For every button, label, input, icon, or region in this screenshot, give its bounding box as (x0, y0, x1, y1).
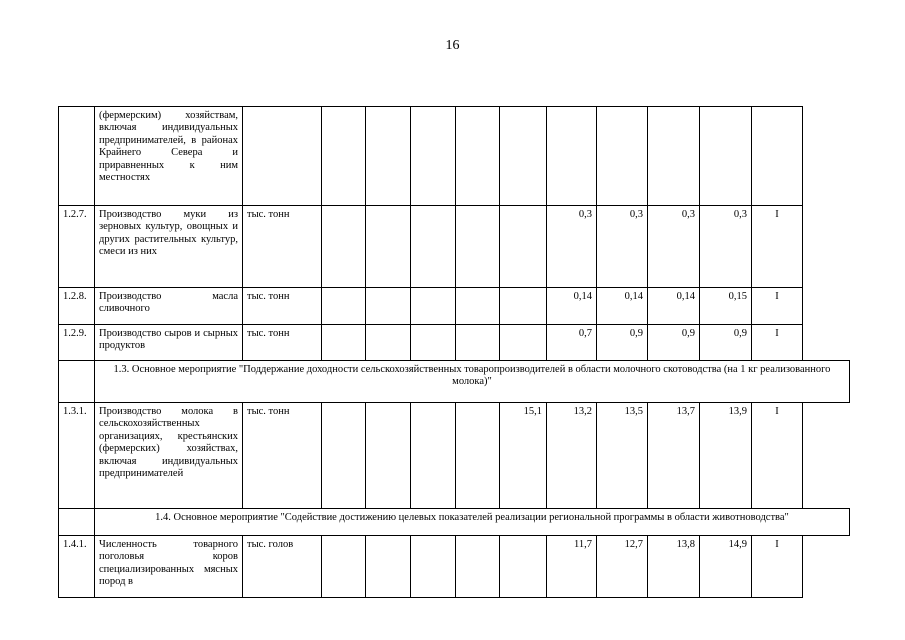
section-row (59, 509, 850, 536)
row-value: 0,9 (700, 325, 752, 361)
row-value: 0,14 (597, 288, 648, 325)
table-row (59, 206, 850, 288)
row-code: 1.2.9. (59, 325, 95, 361)
row-value: 0,3 (648, 206, 700, 288)
row-unit (243, 107, 322, 206)
table-row (59, 325, 850, 361)
row-value (700, 107, 752, 206)
table-row (59, 107, 850, 206)
table-row (59, 403, 850, 509)
row-value: 13,9 (700, 403, 752, 509)
row-value: 13,7 (648, 403, 700, 509)
row-name: Производство муки из зерновых культур, овощных и других растительных культур, смеси из них (95, 206, 243, 288)
row-value (500, 536, 547, 598)
row-code: 1.2.8. (59, 288, 95, 325)
row-level: I (752, 288, 803, 325)
row-value: 0,7 (547, 325, 597, 361)
row-value: 0,3 (700, 206, 752, 288)
row-name: Численность товарного поголовья коров специализированных мясных пород в (95, 536, 243, 598)
row-value: 14,9 (700, 536, 752, 598)
row-value (597, 107, 648, 206)
table-row (59, 536, 850, 598)
row-value: 0,3 (597, 206, 648, 288)
row-level: I (752, 403, 803, 509)
row-name: (фермерским) хозяйствам, включая индивидуальных предпринимателей, в районах Крайнего Севера и приравненных к ним местностях (95, 107, 243, 206)
row-value (500, 325, 547, 361)
table-row (59, 288, 850, 325)
row-code: 1.3.1. (59, 403, 95, 509)
section-row (59, 361, 850, 403)
row-level: I (752, 325, 803, 361)
row-value (547, 107, 597, 206)
row-value: 12,7 (597, 536, 648, 598)
row-value: 0,9 (648, 325, 700, 361)
row-value: 11,7 (547, 536, 597, 598)
row-unit: тыс. тонн (243, 206, 322, 288)
row-level (752, 107, 803, 206)
row-unit: тыс. тонн (243, 325, 322, 361)
row-value: 15,1 (500, 403, 547, 509)
page-number: 16 (445, 38, 460, 53)
row-value: 13,5 (597, 403, 648, 509)
row-code: 1.2.7. (59, 206, 95, 288)
indicators-table (58, 106, 850, 598)
row-value: 0,14 (648, 288, 700, 325)
section-heading: 1.3. Основное мероприятие "Поддержание доходности сельскохозяйственных товаропроизводителей в области молочного скотоводства (на 1 кг реализованного молока)" (95, 361, 850, 403)
row-value (500, 206, 547, 288)
row-level: I (752, 206, 803, 288)
row-level: I (752, 536, 803, 598)
row-value: 0,15 (700, 288, 752, 325)
row-unit: тыс. тонн (243, 288, 322, 325)
row-unit: тыс. голов (243, 536, 322, 598)
row-value: 13,8 (648, 536, 700, 598)
row-name: Производство сыров и сырных продуктов (95, 325, 243, 361)
row-name: Производство масла сливочного (95, 288, 243, 325)
section-heading: 1.4. Основное мероприятие "Содействие достижению целевых показателей реализации региональной программы в области животноводства" (95, 509, 850, 536)
row-value (500, 107, 547, 206)
row-value: 13,2 (547, 403, 597, 509)
row-name: Производство молока в сельскохозяйственных организациях, крестьянских (фермерских) хозяйствах, включая индивидуальных предпринимателей (95, 403, 243, 509)
row-value: 0,9 (597, 325, 648, 361)
row-code (59, 107, 95, 206)
row-value: 0,3 (547, 206, 597, 288)
row-value (648, 107, 700, 206)
row-value: 0,14 (547, 288, 597, 325)
row-value (500, 288, 547, 325)
row-code: 1.4.1. (59, 536, 95, 598)
row-unit: тыс. тонн (243, 403, 322, 509)
